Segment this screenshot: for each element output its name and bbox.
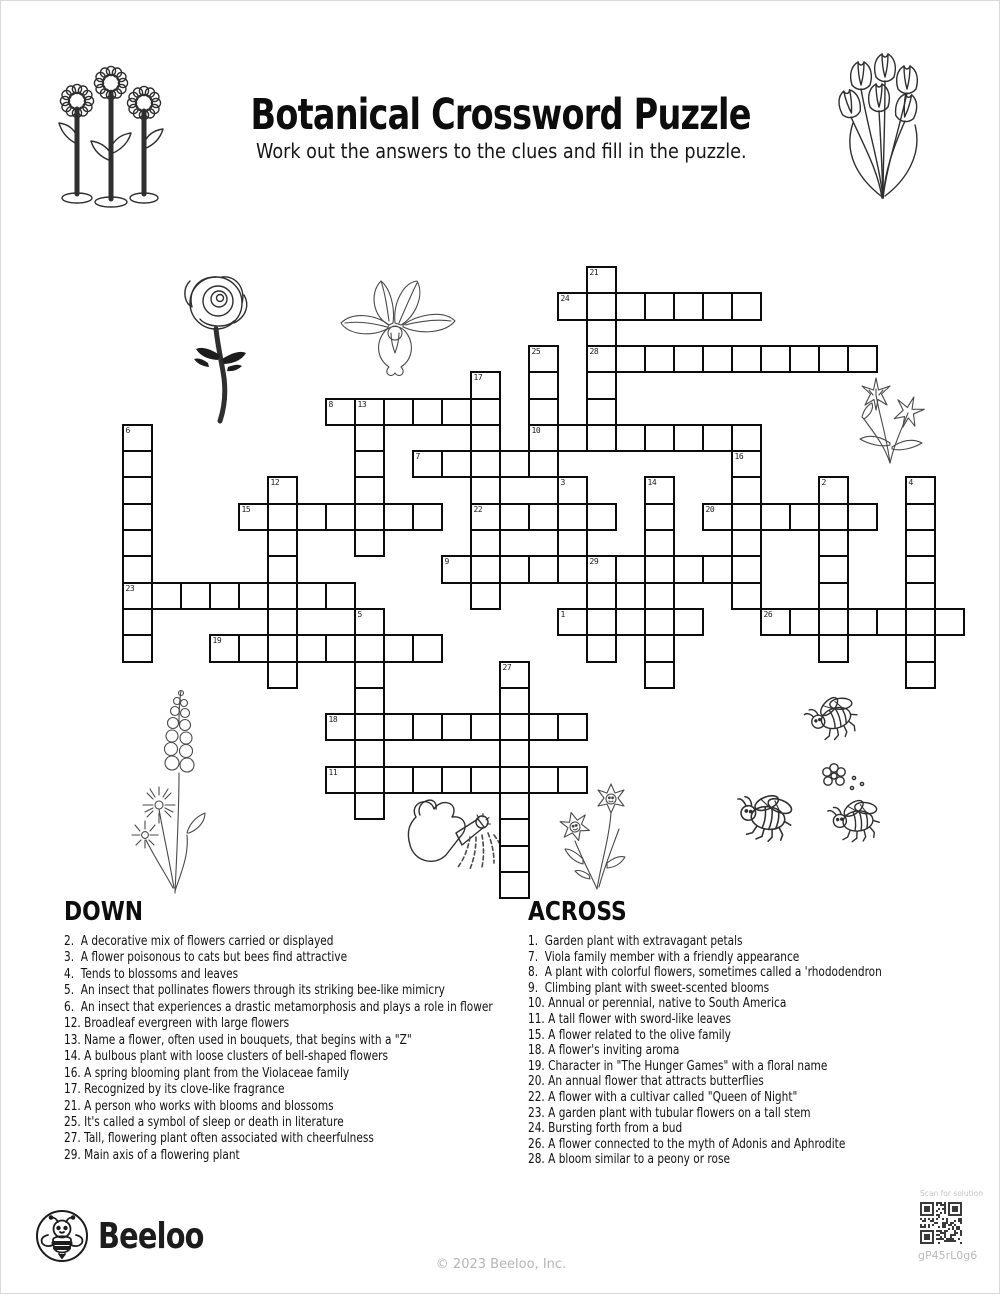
grid-cell[interactable] [644,424,675,452]
grid-cell[interactable] [818,634,849,662]
grid-cell[interactable] [354,398,385,426]
grid-cell[interactable] [760,345,791,373]
grid-cell[interactable] [354,661,385,689]
grid-cell[interactable] [731,292,762,320]
grid-cell[interactable] [354,424,385,452]
grid-cell[interactable] [905,661,936,689]
grid-cell[interactable] [296,634,327,662]
cell-number: 14 [647,478,657,488]
clue-item: 27. Tall, flowering plant often associated with cheerfulness [64,1131,374,1147]
grid-cell[interactable] [354,766,385,794]
qr-caption: Scan for solution [920,1189,984,1198]
grid-cell[interactable] [673,292,704,320]
grid-cell[interactable] [644,555,675,583]
grid-cell[interactable] [731,582,762,610]
grid-cell[interactable] [557,424,588,452]
grid-cell[interactable] [760,503,791,531]
grid-cell[interactable] [499,503,530,531]
grid-cell[interactable] [354,634,385,662]
page-title: Botanical Crossword Puzzle [250,89,752,140]
grid-cell[interactable] [267,582,298,610]
grid-cell[interactable] [325,398,356,426]
page-subtitle: Work out the answers to the clues and fill in the puzzle. [255,139,747,163]
grid-cell[interactable] [731,503,762,531]
grid-cell[interactable] [412,503,443,531]
grid-cell[interactable] [470,766,501,794]
grid-cell[interactable] [354,608,385,636]
grid-cell[interactable] [412,766,443,794]
grid-cell[interactable] [180,582,211,610]
grid-cell[interactable] [499,871,530,899]
grid-cell[interactable] [905,503,936,531]
clue-item: 1. Garden plant with extravagant petals [528,934,743,949]
cell-number: 24 [560,294,570,304]
grid-cell[interactable] [644,476,675,504]
grid-cell[interactable] [267,529,298,557]
grid-cell[interactable] [122,424,153,452]
grid-cell[interactable] [586,319,617,347]
grid-cell[interactable] [586,634,617,662]
grid-cell[interactable] [267,503,298,531]
cell-number: 23 [125,583,135,593]
brand-logo-lockup [34,1208,230,1264]
grid-cell[interactable] [499,555,530,583]
grid-cell[interactable] [644,582,675,610]
grid-cell[interactable] [470,424,501,452]
grid-cell[interactable] [325,582,356,610]
grid-cell[interactable] [267,608,298,636]
grid-cell[interactable] [383,766,414,794]
grid-cell[interactable] [905,529,936,557]
clue-item: 11. A tall flower with sword-like leaves [528,1011,731,1027]
grid-cell[interactable] [296,582,327,610]
grid-cell[interactable] [325,634,356,662]
clue-item: 7. Viola family member with a friendly appearance [528,949,800,965]
grid-cell[interactable] [383,634,414,662]
cell-number: 1 [560,609,565,619]
grid-cell[interactable] [586,266,617,294]
grid-cell[interactable] [499,845,530,873]
grid-cell[interactable] [122,529,153,557]
grid-cell[interactable] [760,608,791,636]
grid-cell[interactable] [818,555,849,583]
grid-cell[interactable] [499,739,530,767]
grid-cell[interactable] [557,292,588,320]
grid-cell[interactable] [644,503,675,531]
grid-cell[interactable] [905,608,936,636]
grid-cell[interactable] [325,766,356,794]
grid-cell[interactable] [499,792,530,820]
grid-cell[interactable] [644,292,675,320]
grid-cell[interactable] [441,766,472,794]
cell-number: 18 [328,715,338,725]
clue-item: 21. A person who works with blooms and blossoms [64,1098,334,1114]
grid-cell[interactable] [528,450,559,478]
grid-cell[interactable] [354,739,385,767]
grid-cell[interactable] [441,555,472,583]
grid-cell[interactable] [238,634,269,662]
grid-cell[interactable] [586,398,617,426]
grid-cell[interactable] [470,713,501,741]
clue-item: 3. A flower poisonous to cats but bees find attractive [64,950,348,966]
grid-cell[interactable] [122,608,153,636]
grid-cell[interactable] [528,766,559,794]
grid-cell[interactable] [731,345,762,373]
cell-number: 27 [502,662,512,672]
cell-number: 11 [328,767,338,777]
cell-number: 19 [212,636,222,646]
grid-cell[interactable] [499,713,530,741]
grid-cell[interactable] [122,476,153,504]
grid-cell[interactable] [267,555,298,583]
cell-number: 26 [763,609,773,619]
grid-cell[interactable] [470,503,501,531]
across-clues-section [528,897,988,1168]
clue-item: 26. A flower connected to the myth of Adonis and Aphrodite [528,1136,846,1152]
grid-cell[interactable] [557,713,588,741]
grid-cell[interactable] [412,398,443,426]
cell-number: 9 [444,557,449,567]
grid-cell[interactable] [702,345,733,373]
grid-cell[interactable] [557,476,588,504]
clue-item: 12. Broadleaf evergreen with large flowers [64,1016,290,1032]
qr-block [918,1189,988,1262]
clue-item: 14. A bulbous plant with loose clusters of bell-shaped flowers [64,1049,388,1065]
grid-cell[interactable] [528,713,559,741]
grid-cell[interactable] [586,345,617,373]
down-clues-section [64,897,524,1164]
grid-cell[interactable] [354,503,385,531]
grid-cell[interactable] [122,582,153,610]
grid-cell[interactable] [470,476,501,504]
cell-number: 20 [705,504,715,514]
clue-item: 22. A flower with a cultivar called "Queen of Night" [528,1089,798,1105]
grid-cell[interactable] [557,608,588,636]
grid-cell[interactable] [615,292,646,320]
grid-cell[interactable] [673,555,704,583]
grid-cell[interactable] [644,634,675,662]
grid-cell[interactable] [325,503,356,531]
cell-number: 29 [589,557,599,567]
grid-cell[interactable] [238,503,269,531]
grid-cell[interactable] [673,424,704,452]
grid-cell[interactable] [557,766,588,794]
grid-cell[interactable] [470,371,501,399]
grid-cell[interactable] [673,345,704,373]
grid-cell[interactable] [905,555,936,583]
grid-cell[interactable] [644,345,675,373]
grid-cell[interactable] [731,476,762,504]
grid-cell[interactable] [122,503,153,531]
clue-item: 8. A plant with colorful flowers, sometimes called a 'rhododendron [528,965,882,981]
grid-cell[interactable] [122,634,153,662]
grid-cell[interactable] [528,555,559,583]
across-heading: ACROSS [528,897,627,927]
grid-cell[interactable] [528,503,559,531]
grid-cell[interactable] [267,476,298,504]
grid-cell[interactable] [354,450,385,478]
clue-item: 15. A flower related to the olive family [528,1027,731,1043]
clue-item: 13. Name a flower, often used in bouquets, that begins with a "Z" [64,1032,412,1048]
grid-cell[interactable] [615,555,646,583]
down-heading: DOWN [64,897,144,927]
grid-cell[interactable] [731,529,762,557]
grid-cell[interactable] [412,713,443,741]
cell-number: 21 [589,268,599,277]
across-clue-list [528,934,1000,1168]
clue-item: 18. A flower's inviting aroma [528,1043,680,1059]
grid-cell[interactable] [847,503,878,531]
grid-cell[interactable] [383,398,414,426]
cell-number: 3 [560,478,565,488]
tulips-illustration [823,53,943,208]
grid-cell[interactable] [528,345,559,373]
grid-cell[interactable] [557,529,588,557]
cell-number: 2 [821,478,826,488]
grid-cell[interactable] [325,713,356,741]
grid-cell[interactable] [818,476,849,504]
grid-cell[interactable] [731,450,762,478]
grid-cell[interactable] [586,582,617,610]
clue-item: 24. Bursting forth from a bud [528,1121,683,1137]
grid-cell[interactable] [267,634,298,662]
grid-cell[interactable] [702,292,733,320]
grid-cell[interactable] [499,766,530,794]
clue-item: 20. An annual flower that attracts butterflies [528,1074,764,1090]
grid-cell[interactable] [499,687,530,715]
grid-cell[interactable] [789,503,820,531]
down-clue-list [64,934,544,1164]
cell-number: 12 [270,478,280,488]
grid-cell[interactable] [644,608,675,636]
clue-item: 10. Annual or perennial, native to South America [528,996,787,1012]
grid-cell[interactable] [876,608,907,636]
grid-cell[interactable] [818,608,849,636]
grid-cell[interactable] [499,450,530,478]
grid-cell[interactable] [296,503,327,531]
cell-number: 25 [531,346,541,356]
grid-cell[interactable] [818,529,849,557]
grid-cell[interactable] [847,608,878,636]
grid-cell[interactable] [731,555,762,583]
grid-cell[interactable] [789,608,820,636]
cell-number: 17 [473,373,483,383]
grid-cell[interactable] [238,582,269,610]
grid-cell[interactable] [267,661,298,689]
grid-cell[interactable] [441,398,472,426]
cell-number: 6 [125,425,130,435]
clue-item: 16. A spring blooming plant from the Violaceae family [64,1065,350,1081]
grid-cell[interactable] [586,555,617,583]
grid-cell[interactable] [615,608,646,636]
grid-cell[interactable] [586,292,617,320]
grid-cell[interactable] [586,371,617,399]
cell-number: 16 [734,452,744,462]
grid-cell[interactable] [499,661,530,689]
clue-item: 2. A decorative mix of flowers carried or displayed [64,934,334,949]
grid-cell[interactable] [354,529,385,557]
grid-cell[interactable] [383,713,414,741]
grid-cell[interactable] [586,424,617,452]
clue-item: 23. A garden plant with tubular flowers on a tall stem [528,1105,811,1121]
grid-cell[interactable] [354,713,385,741]
grid-cell[interactable] [586,608,617,636]
clue-item: 5. An insect that pollinates flowers through its striking bee-like mimicry [64,983,445,999]
grid-cell[interactable] [528,398,559,426]
grid-cell[interactable] [470,450,501,478]
grid-cell[interactable] [557,503,588,531]
grid-cell[interactable] [847,345,878,373]
grid-cell[interactable] [354,687,385,715]
grid-cell[interactable] [702,424,733,452]
grid-cell[interactable] [557,555,588,583]
grid-cell[interactable] [615,424,646,452]
grid-cell[interactable] [528,424,559,452]
grid-cell[interactable] [122,450,153,478]
grid-cell[interactable] [818,345,849,373]
clue-item: 9. Climbing plant with sweet-scented blooms [528,980,770,996]
clue-item: 17. Recognized by its clove-like fragrance [64,1082,285,1098]
grid-cell[interactable] [441,450,472,478]
clue-item: 19. Character in "The Hunger Games" with a floral name [528,1058,828,1074]
cell-number: 10 [531,425,541,435]
grid-cell[interactable] [934,608,965,636]
cell-number: 4 [908,478,913,488]
grid-cell[interactable] [470,398,501,426]
grid-cell[interactable] [383,503,414,531]
cell-number: 13 [357,399,367,409]
grid-cell[interactable] [499,818,530,846]
grid-cell[interactable] [731,424,762,452]
grid-cell[interactable] [905,634,936,662]
beeloo-bee-logo-icon [34,1208,90,1264]
cell-number: 22 [473,504,483,514]
clue-item: 4. Tends to blossoms and leaves [64,966,239,982]
cell-number: 15 [241,504,251,514]
grid-cell[interactable] [644,529,675,557]
clue-item: 6. An insect that experiences a drastic metamorphosis and plays a role in flower [64,999,493,1015]
grid-cell[interactable] [151,582,182,610]
grid-cell[interactable] [818,582,849,610]
cell-number: 28 [589,346,599,356]
clue-item: 25. It's called a symbol of sleep or death in literature [64,1114,344,1130]
qr-code-text: gP45rL0g6 [918,1249,978,1262]
grid-cell[interactable] [470,555,501,583]
grid-cell[interactable] [412,634,443,662]
cell-number: 5 [357,609,362,619]
grid-cell[interactable] [528,371,559,399]
copyright-text: © 2023 Beeloo, Inc. [435,1257,567,1272]
grid-cell[interactable] [122,555,153,583]
cell-number: 7 [415,452,420,462]
crossword-grid [122,266,967,898]
grid-cell[interactable] [702,503,733,531]
grid-cell[interactable] [789,345,820,373]
grid-cell[interactable] [470,582,501,610]
grid-cell[interactable] [209,582,240,610]
sunflowers-illustration [49,49,174,209]
grid-cell[interactable] [702,555,733,583]
clue-item: 29. Main axis of a flowering plant [64,1147,240,1163]
grid-cell[interactable] [470,529,501,557]
grid-cell[interactable] [412,450,443,478]
grid-cell[interactable] [586,503,617,531]
grid-cell[interactable] [905,582,936,610]
grid-cell[interactable] [673,608,704,636]
grid-cell[interactable] [441,713,472,741]
grid-cell[interactable] [818,503,849,531]
clue-item: 28. A bloom similar to a peony or rose [528,1152,730,1168]
grid-cell[interactable] [209,634,240,662]
qr-code[interactable] [920,1202,962,1244]
grid-cell[interactable] [644,661,675,689]
grid-cell[interactable] [905,476,936,504]
grid-cell[interactable] [354,476,385,504]
grid-cell[interactable] [354,792,385,820]
grid-cell[interactable] [615,345,646,373]
brand-name: Beeloo [98,1215,204,1257]
cell-number: 8 [328,399,333,409]
